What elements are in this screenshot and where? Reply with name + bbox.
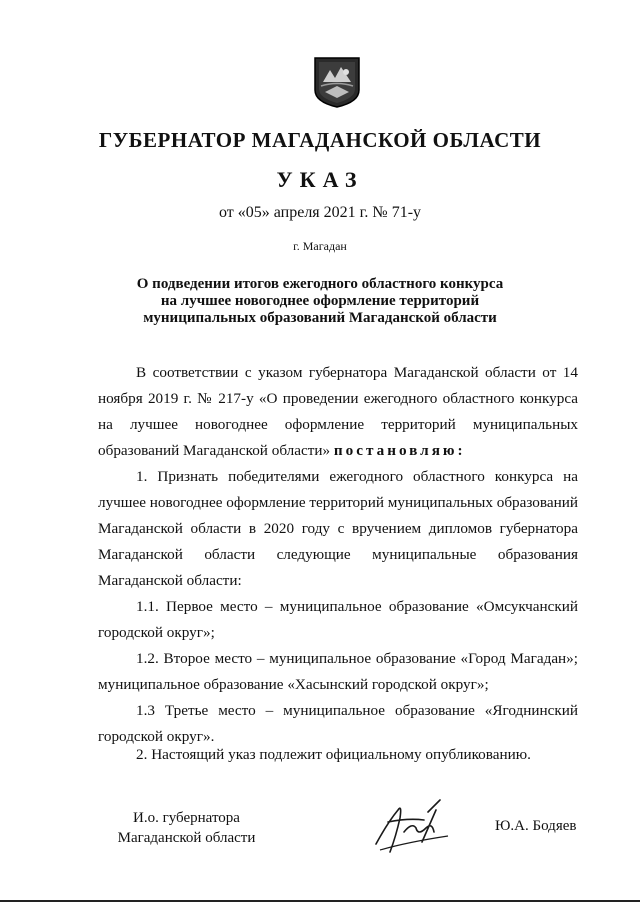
- decree-word: постановляю:: [333, 442, 466, 459]
- item-1-1: 1.1. Первое место – муниципальное образование «Омсукчанский городской округ»;: [98, 598, 578, 641]
- issuer-title: ГУБЕРНАТОР МАГАДАНСКОЙ ОБЛАСТИ: [98, 128, 542, 152]
- handwritten-signature: [368, 792, 458, 862]
- document-type: УКАЗ: [276, 167, 364, 192]
- item-1: 1. Признать победителями ежегодного областного конкурса на лучшее новогоднее оформление территорий муниципальных образований Магаданской области в 2020 году с вручением дипломов губернатора Магаданской области следующие муниципальные образования Магаданской области:: [98, 468, 578, 589]
- signatory-name: Ю.А. Бодяев: [495, 818, 577, 834]
- subject-line: на лучшее новогоднее оформление территорий: [160, 293, 480, 309]
- item-1-2: 1.2. Второе место – муниципальное образование «Город Магадан»; муниципальное образование «Хасынский городской округ»;: [98, 650, 578, 693]
- preamble-paragraph: [98, 360, 578, 464]
- signatory-position: [114, 808, 259, 848]
- preamble-text: В соответствии с указом губернатора Магаданской области от 14 ноября 2019 г. № 217-у «О проведении ежегодного областного конкурса на лучшее новогоднее оформление территорий муниципальных образований Магаданской области»: [98, 364, 578, 459]
- position-line: И.о. губернатора: [133, 810, 240, 826]
- page-edge-line: [0, 900, 640, 902]
- item-2: 2. Настоящий указ подлежит официальному опубликованию.: [136, 746, 531, 763]
- subject-line: муниципальных образований Магаданской области: [143, 310, 497, 326]
- position-line: Магаданской области: [117, 830, 256, 846]
- subject-line: О подведении итогов ежегодного областного конкурса: [136, 276, 504, 292]
- coat-of-arms-icon: [313, 56, 361, 108]
- document-subject: [0, 276, 640, 327]
- item-1-3: 1.3 Третье место – муниципальное образование «Ягоднинский городской округ».: [98, 702, 578, 745]
- date-and-number: от «05» апреля 2021 г. № 71-у: [218, 204, 422, 221]
- city: г. Магадан: [293, 239, 347, 253]
